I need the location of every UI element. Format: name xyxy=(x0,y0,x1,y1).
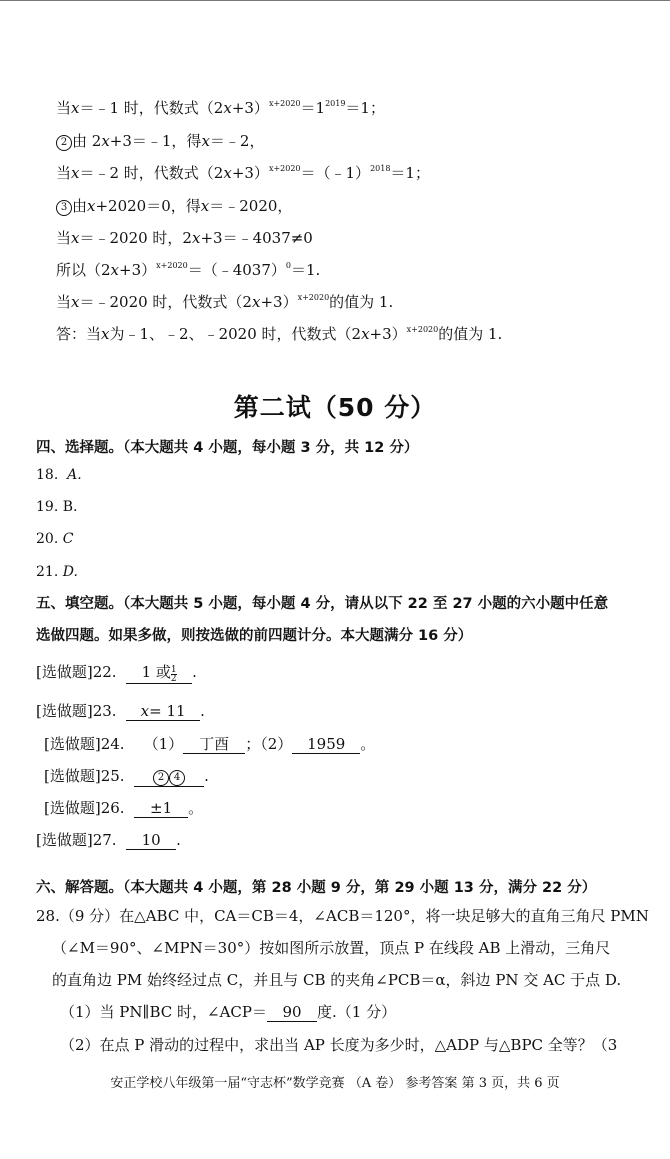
problem28-line3: 的直角边 PM 始终经过点 C，并且与 CB 的夹角∠PCB＝α，斜边 PN 交 AC 于点 D. xyxy=(52,971,622,989)
answer-blank: 10 xyxy=(126,832,176,850)
answer-blank: ±1 xyxy=(134,800,188,818)
answer-blank: 90 xyxy=(267,1004,317,1022)
answer-20: 20. C xyxy=(36,531,74,547)
top-border xyxy=(0,0,670,1)
solution-line-8: 答：当x为﹣1、﹣2、﹣2020 时，代数式$(2x+3)^{x+2020}$的值为 1. xyxy=(56,325,503,343)
section4-heading: 四、选择题。（本大题共 4 小题，每小题 3 分，共 12 分） xyxy=(36,440,419,456)
answer-blank xyxy=(134,768,204,787)
answer-blank: x= 11 xyxy=(126,703,200,721)
solution-line-5: 当x＝﹣2020 时，2x+3＝﹣4037≠0 xyxy=(56,229,313,247)
answer-blank: 丁酉 xyxy=(183,736,245,754)
question-24: [选做题]24. （1） 丁酉 ；（2） 1959 。 xyxy=(44,735,376,753)
answer-19: 19. B. xyxy=(36,499,78,515)
solution-line-1: 当x＝﹣1 时，代数式$(2x+3)^{x+2020}=1^{2019}=1$； xyxy=(56,99,385,117)
question-25: [选做题]25. 2 4 . xyxy=(44,767,209,785)
solution-line-3: 当x＝﹣2 时，代数式$(2x+3)^{x+2020}=(﹣1)^{2018}=1$； xyxy=(56,164,430,182)
answer-blank: 1 或 $\frac{1}{2}$ xyxy=(126,664,192,684)
solution-line-4: 3 由x+2020＝0，得x＝﹣2020， xyxy=(56,196,292,216)
circled-number: 2 xyxy=(153,770,169,786)
section-title: 第二试（50 分） xyxy=(233,393,437,422)
solution-line-2: 2 由 2x+3＝﹣1，得x＝﹣2， xyxy=(56,131,264,151)
question-22: [选做题]22. 1 或 $\frac{1}{2}$ . xyxy=(36,663,197,684)
circled-number: 2 xyxy=(56,135,72,151)
answer-18: 18. A. xyxy=(36,467,82,483)
problem28-line5: （2）在点 P 滑动的过程中，求出当 AP 长度为多少时，△ADP 与△BPC 全等？（3 xyxy=(60,1036,618,1054)
solution-line-7: 当x＝﹣2020 时，代数式$(2x+3)^{x+2020}$的值为 1. xyxy=(56,293,394,311)
section5-heading-line2: 选做四题。如果多做，则按选做的前四题计分。本大题满分 16 分） xyxy=(36,628,473,644)
answer-21: 21. D. xyxy=(36,564,78,580)
question-26: [选做题]26. ±1 。 xyxy=(44,799,204,817)
section6-heading: 六、解答题。（本大题共 4 小题，第 28 小题 9 分，第 29 小题 13 分，满分 22 分） xyxy=(36,880,597,896)
page-footer: 安正学校八年级第一届“守志杯”数学竞赛 （A 卷） 参考答案 第 3 页，共 6 页 xyxy=(110,1076,560,1091)
fraction: $\frac{1}{2}$ xyxy=(170,665,177,684)
problem28-line1: 28.（9 分）在△ABC 中，CA＝CB＝4，∠ACB＝120°，将一块足够大的直角三角尺 PMN xyxy=(36,907,649,925)
circled-number: 4 xyxy=(169,770,185,786)
question-27: [选做题]27. 10 . xyxy=(36,831,181,849)
problem28-line4: （1）当 PN∥BC 时，∠ACP＝ 90 度.（1 分） xyxy=(60,1003,397,1021)
section5-heading-line1: 五、填空题。（本大题共 5 小题，每小题 4 分，请从以下 22 至 27 小题的六小题中任意 xyxy=(36,596,609,612)
answer-blank: 1959 xyxy=(292,736,360,754)
problem28-line2: （∠M＝90°、∠MPN＝30°）按如图所示放置，顶点 P 在线段 AB 上滑动，三角尺 xyxy=(52,939,611,957)
question-23: [选做题]23. x= 11 . xyxy=(36,702,205,720)
solution-line-6: 所以$(2x+3)^{x+2020}=(﹣4037)^0=1$. xyxy=(56,261,321,279)
circled-number: 3 xyxy=(56,200,72,216)
